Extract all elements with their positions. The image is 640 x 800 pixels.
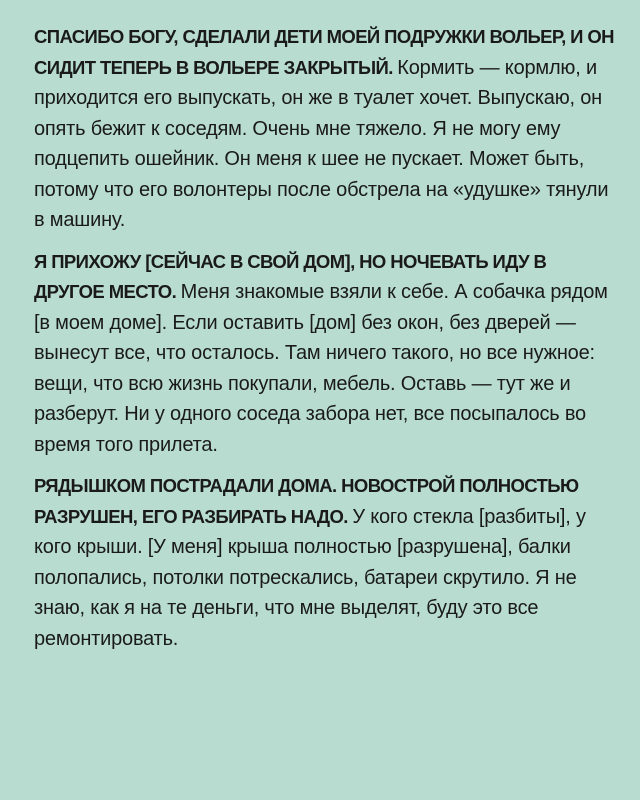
paragraph-2-lead: Я ПРИХОЖУ [СЕЙЧАС В СВОЙ ДОМ], НО НОЧЕВАТЬ ИДУ В ДРУГОЕ МЕСТО.: [34, 250, 547, 302]
paragraph-1-body: Кормить — кормлю, и приходится его выпускать, он же в туалет хочет. Выпускаю, он опять бежит к соседям. Очень мне тяжело. Я не могу ему подцепить ошейник. Он меня к шее не пускает. Может быть, потому что его волонтеры после обстрела на «удушке» тянули в машину.: [34, 56, 609, 231]
paragraph-3-lead: РЯДЫШКОМ ПОСТРАДАЛИ ДОМА. НОВОСТРОЙ ПОЛНОСТЬЮ РАЗРУШЕН, ЕГО РАЗБИРАТЬ НАДО.: [34, 475, 579, 527]
paragraph-2: [34, 247, 616, 461]
article-text: [34, 22, 616, 665]
paragraph-1: [34, 22, 616, 236]
paragraph-1-lead: СПАСИБО БОГУ, СДЕЛАЛИ ДЕТИ МОЕЙ ПОДРУЖКИ ВОЛЬЕР, И ОН СИДИТ ТЕПЕРЬ В ВОЛЬЕРЕ ЗАКРЫТЫЙ.: [34, 26, 614, 78]
paragraph-2-body: Меня знакомые взяли к себе. А собачка рядом [в моем доме]. Если оставить [дом] без окон, без дверей — вынесут все, что осталось. Там ничего такого, но все нужное: вещи, что всю жизнь покупали, мебель. Оставь — тут же и разберут. Ни у одного соседа забора нет, все посыпалось во время того прилета.: [34, 281, 608, 456]
paragraph-3: [34, 471, 616, 654]
paragraph-3-body: У кого стекла [разбиты], у кого крыши. [У меня] крыша полностью [разрушена], балки полопались, потолки потрескались, батареи скрутило. Я не знаю, как я на те деньги, что мне выделят, буду это все ремонтировать.: [34, 505, 586, 650]
